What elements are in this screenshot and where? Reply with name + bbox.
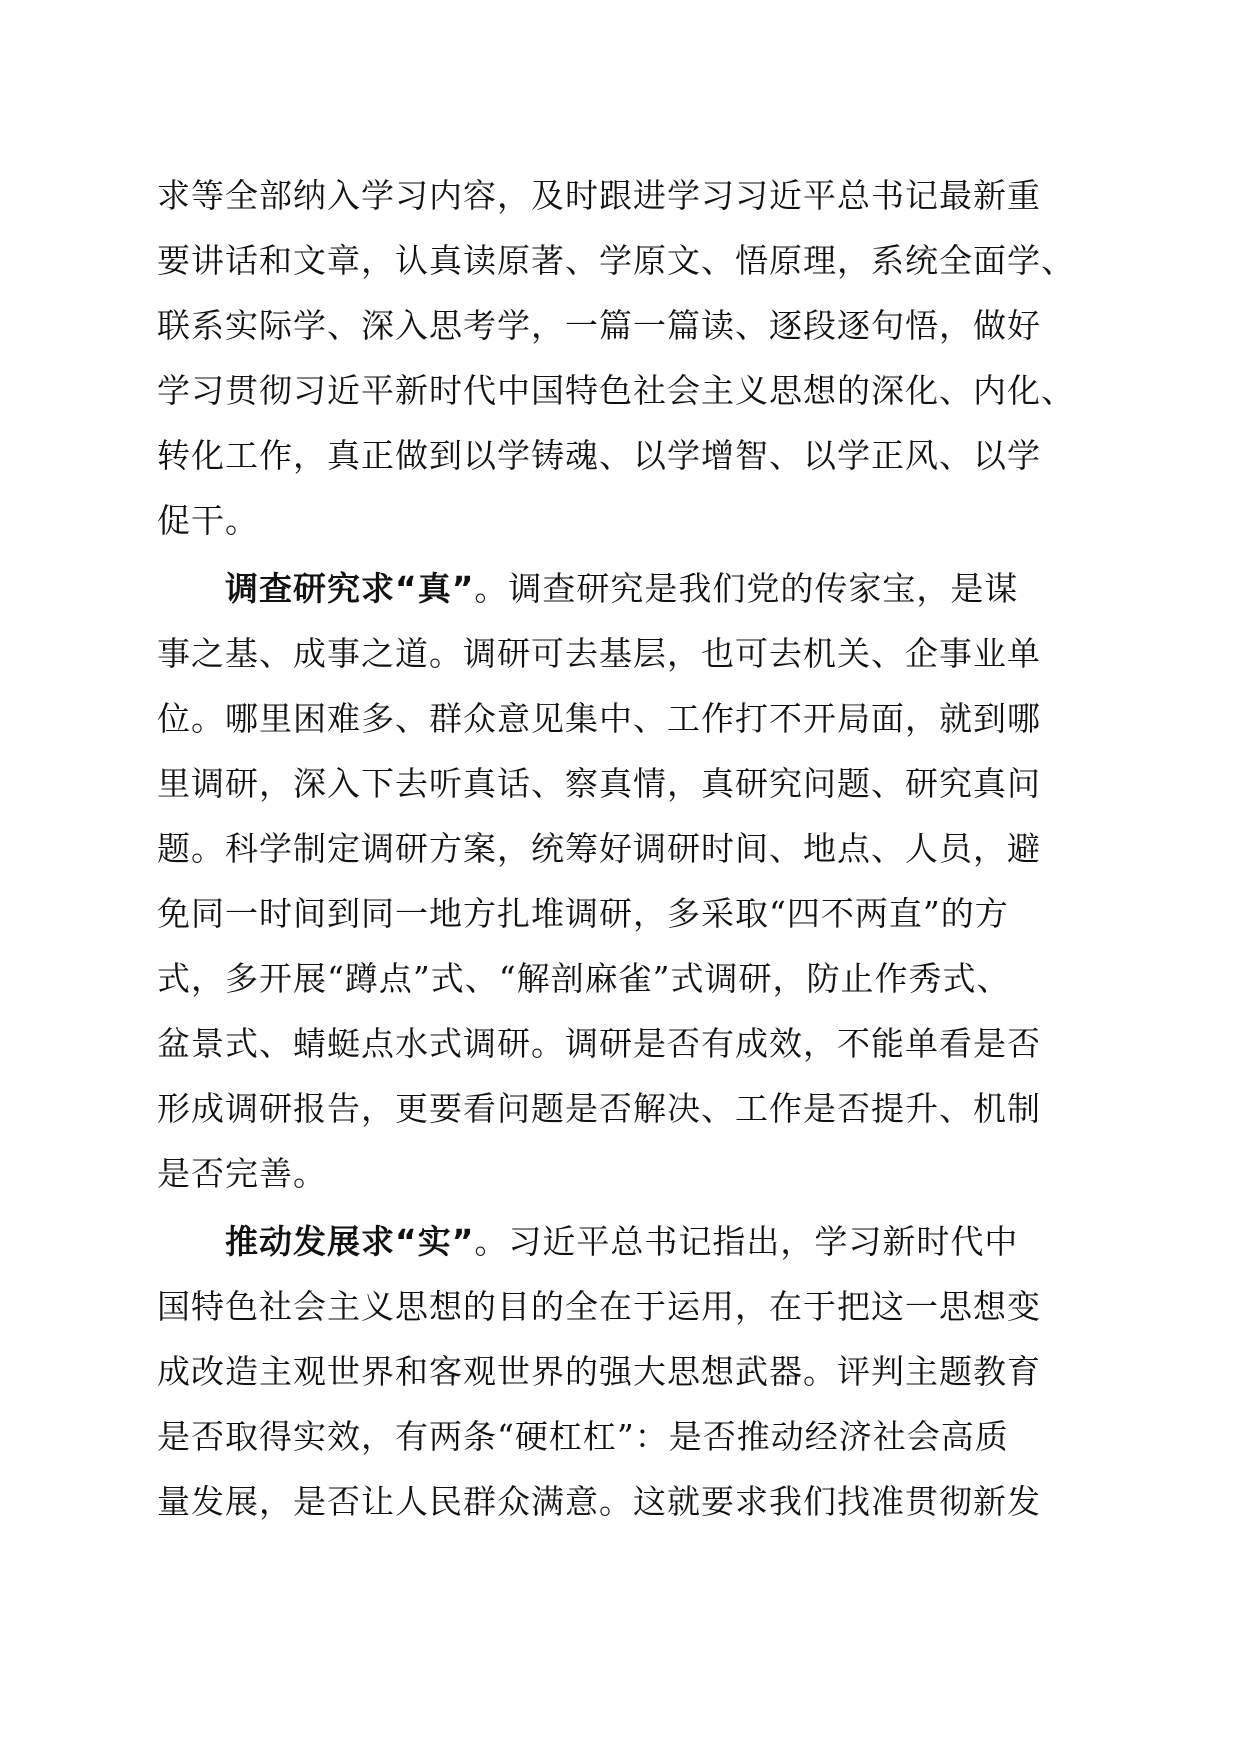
paragraph-line: 形成调研报告，更要看问题是否解决、工作是否提升、机制 xyxy=(157,1089,1041,1128)
paragraph-line: 是否取得实效，有两条“硬杠杠”：是否推动经济社会高质 xyxy=(157,1417,1009,1456)
paragraph-first-line xyxy=(157,556,1097,621)
paragraph-line: 是否完善。 xyxy=(157,1154,327,1193)
paragraph-3 xyxy=(157,1209,1097,1534)
paragraph-first-line-text: 。习近平总书记指出，学习新时代中 xyxy=(474,1222,1019,1261)
paragraph-line: 联系实际学、深入思考学，一篇一篇读、逐段逐句悟，做好 xyxy=(157,306,1041,345)
paragraph-first-line-text: 。调查研究是我们党的传家宝，是谋 xyxy=(474,569,1019,608)
paragraph-line: 盆景式、蜻蜓点水式调研。调研是否有成效，不能单看是否 xyxy=(157,1024,1041,1063)
paragraph-line: 里调研，深入下去听真话、察真情，真研究问题、研究真问 xyxy=(157,764,1041,803)
paragraph-line: 学习贯彻习近平新时代中国特色社会主义思想的深化、内化、 xyxy=(157,371,1075,410)
paragraph-line: 国特色社会主义思想的目的全在于运用，在于把这一思想变 xyxy=(157,1287,1041,1326)
paragraph-first-line xyxy=(157,1209,1097,1274)
paragraph-line: 要讲话和文章，认真读原著、学原文、悟原理，系统全面学、 xyxy=(157,241,1075,280)
paragraph-line: 免同一时间到同一地方扎堆调研，多采取“四不两直”的方 xyxy=(157,894,1009,933)
paragraph-2 xyxy=(157,556,1097,1206)
section-heading-development: 推动发展求“实” xyxy=(225,1222,475,1261)
paragraph-line: 转化工作，真正做到以学铸魂、以学增智、以学正风、以学 xyxy=(157,436,1041,475)
paragraph-line: 事之基、成事之道。调研可去基层，也可去机关、企事业单 xyxy=(157,634,1041,673)
section-heading-investigation: 调查研究求“真” xyxy=(225,569,475,608)
paragraph-line: 量发展，是否让人民群众满意。这就要求我们找准贯彻新发 xyxy=(157,1482,1041,1521)
paragraph-line: 式，多开展“蹲点”式、“解剖麻雀”式调研，防止作秀式、 xyxy=(157,959,1011,998)
paragraph-1 xyxy=(157,163,1097,553)
paragraph-line: 题。科学制定调研方案，统筹好调研时间、地点、人员，避 xyxy=(157,829,1041,868)
paragraph-line: 促干。 xyxy=(157,501,259,540)
paragraph-line: 位。哪里困难多、群众意见集中、工作打不开局面，就到哪 xyxy=(157,699,1041,738)
paragraph-line: 求等全部纳入学习内容，及时跟进学习习近平总书记最新重 xyxy=(157,176,1041,215)
paragraph-line: 成改造主观世界和客观世界的强大思想武器。评判主题教育 xyxy=(157,1352,1041,1391)
